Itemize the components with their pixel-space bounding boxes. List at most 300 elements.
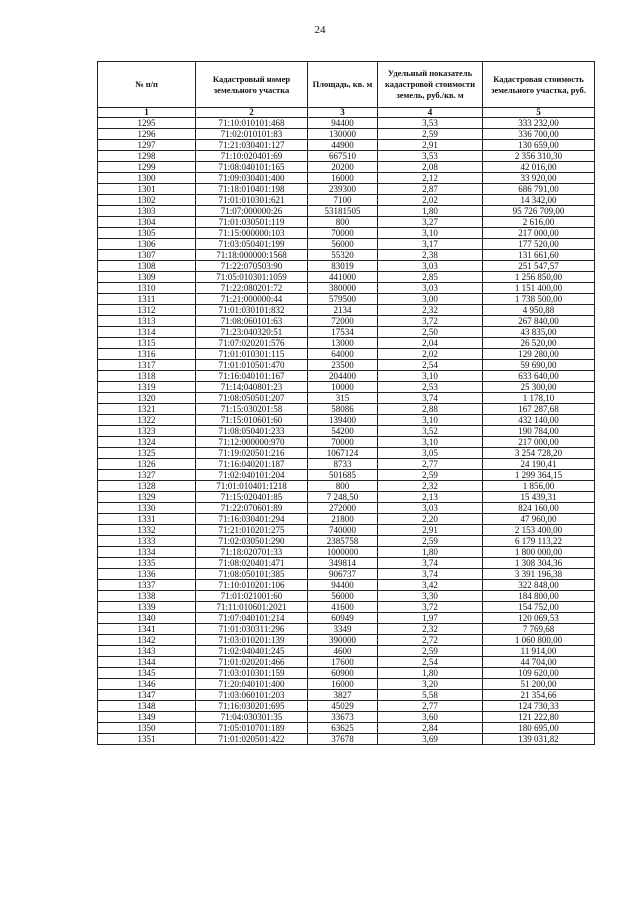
area-cell: 441000 xyxy=(308,272,378,283)
specific-value-cell: 2,53 xyxy=(378,382,483,393)
area-cell: 94400 xyxy=(308,580,378,591)
row-index-cell: 1307 xyxy=(98,250,196,261)
table-row xyxy=(98,646,595,657)
table-row xyxy=(98,437,595,448)
cadastral-number-cell: 71:18:000000:1568 xyxy=(196,250,308,261)
cadastral-value-cell: 129 280,00 xyxy=(483,349,595,360)
specific-value-cell: 2,59 xyxy=(378,470,483,481)
cadastral-number-cell: 71:01:021001:60 xyxy=(196,591,308,602)
cadastral-value-cell: 180 695,00 xyxy=(483,723,595,734)
row-index-cell: 1333 xyxy=(98,536,196,547)
specific-value-cell: 2,77 xyxy=(378,701,483,712)
table-row xyxy=(98,635,595,646)
cadastral-number-cell: 71:16:040201:187 xyxy=(196,459,308,470)
table-row xyxy=(98,481,595,492)
area-cell: 4600 xyxy=(308,646,378,657)
area-cell: 906737 xyxy=(308,569,378,580)
cadastral-number-cell: 71:07:000000:26 xyxy=(196,206,308,217)
area-cell: 13000 xyxy=(308,338,378,349)
cadastral-value-cell: 43 835,00 xyxy=(483,327,595,338)
cadastral-value-cell: 217 000,00 xyxy=(483,228,595,239)
cadastral-value-cell: 217 000,00 xyxy=(483,437,595,448)
cadastral-number-cell: 71:11:010601:2021 xyxy=(196,602,308,613)
row-index-cell: 1330 xyxy=(98,503,196,514)
area-cell: 667510 xyxy=(308,151,378,162)
row-index-cell: 1319 xyxy=(98,382,196,393)
cadastral-value-cell: 824 160,00 xyxy=(483,503,595,514)
cadastral-value-cell: 139 031,82 xyxy=(483,734,595,745)
cadastral-value-cell: 131 661,60 xyxy=(483,250,595,261)
area-cell: 349814 xyxy=(308,558,378,569)
area-cell: 800 xyxy=(308,481,378,492)
cadastral-number-cell: 71:22:080201:72 xyxy=(196,283,308,294)
header-cadastral-value: Кадастровая стоимость земельного участка, руб. xyxy=(483,62,595,108)
row-index-cell: 1324 xyxy=(98,437,196,448)
area-cell: 7100 xyxy=(308,195,378,206)
row-index-cell: 1348 xyxy=(98,701,196,712)
cadastral-number-cell: 71:01:010501:470 xyxy=(196,360,308,371)
table-row xyxy=(98,327,595,338)
specific-value-cell: 3,03 xyxy=(378,503,483,514)
cadastral-number-cell: 71:18:020701:33 xyxy=(196,547,308,558)
specific-value-cell: 3,69 xyxy=(378,734,483,745)
cadastral-number-cell: 71:08:050101:385 xyxy=(196,569,308,580)
table-row xyxy=(98,283,595,294)
cadastral-value-cell: 322 848,00 xyxy=(483,580,595,591)
area-cell: 63625 xyxy=(308,723,378,734)
cadastral-number-cell: 71:08:050401:233 xyxy=(196,426,308,437)
table-row xyxy=(98,690,595,701)
header-area: Площадь, кв. м xyxy=(308,62,378,108)
cadastral-value-cell: 190 784,00 xyxy=(483,426,595,437)
specific-value-cell: 3,30 xyxy=(378,591,483,602)
area-cell: 1067124 xyxy=(308,448,378,459)
cadastral-value-cell: 432 140,00 xyxy=(483,415,595,426)
table-row xyxy=(98,459,595,470)
table-row xyxy=(98,536,595,547)
specific-value-cell: 3,52 xyxy=(378,426,483,437)
table-row xyxy=(98,162,595,173)
area-cell: 33673 xyxy=(308,712,378,723)
specific-value-cell: 2,02 xyxy=(378,349,483,360)
cadastral-number-cell: 71:02:040101:204 xyxy=(196,470,308,481)
specific-value-cell: 3,42 xyxy=(378,580,483,591)
area-cell: 58086 xyxy=(308,404,378,415)
row-index-cell: 1339 xyxy=(98,602,196,613)
row-index-cell: 1342 xyxy=(98,635,196,646)
specific-value-cell: 3,10 xyxy=(378,371,483,382)
column-number: 2 xyxy=(196,108,308,118)
cadastral-number-cell: 71:14:040801:23 xyxy=(196,382,308,393)
area-cell: 139400 xyxy=(308,415,378,426)
cadastral-number-cell: 71:10:010101:468 xyxy=(196,118,308,129)
cadastral-value-cell: 15 439,31 xyxy=(483,492,595,503)
cadastral-value-cell: 3 254 728,20 xyxy=(483,448,595,459)
table-row xyxy=(98,184,595,195)
cadastral-number-cell: 71:21:000000:44 xyxy=(196,294,308,305)
cadastral-number-cell: 71:02:010101:83 xyxy=(196,129,308,140)
specific-value-cell: 2,85 xyxy=(378,272,483,283)
row-index-cell: 1302 xyxy=(98,195,196,206)
area-cell: 3349 xyxy=(308,624,378,635)
cadastral-number-cell: 71:05:010701:189 xyxy=(196,723,308,734)
row-index-cell: 1304 xyxy=(98,217,196,228)
table-row xyxy=(98,426,595,437)
row-index-cell: 1314 xyxy=(98,327,196,338)
row-index-cell: 1320 xyxy=(98,393,196,404)
table-row xyxy=(98,701,595,712)
row-index-cell: 1331 xyxy=(98,514,196,525)
specific-value-cell: 5,58 xyxy=(378,690,483,701)
table-row xyxy=(98,492,595,503)
cadastral-number-cell: 71:02:040401:245 xyxy=(196,646,308,657)
table-row xyxy=(98,624,595,635)
specific-value-cell: 2,32 xyxy=(378,305,483,316)
cadastral-number-cell: 71:03:050401:199 xyxy=(196,239,308,250)
specific-value-cell: 2,20 xyxy=(378,514,483,525)
cadastral-number-cell: 71:09:030401:400 xyxy=(196,173,308,184)
cadastral-number-cell: 71:08:020401:471 xyxy=(196,558,308,569)
table-row xyxy=(98,602,595,613)
cadastral-number-cell: 71:16:030401:294 xyxy=(196,514,308,525)
specific-value-cell: 2,50 xyxy=(378,327,483,338)
row-index-cell: 1300 xyxy=(98,173,196,184)
specific-value-cell: 3,53 xyxy=(378,118,483,129)
row-index-cell: 1295 xyxy=(98,118,196,129)
table-row xyxy=(98,338,595,349)
specific-value-cell: 2,12 xyxy=(378,173,483,184)
cadastral-number-cell: 71:01:030101:832 xyxy=(196,305,308,316)
cadastral-value-cell: 109 620,00 xyxy=(483,668,595,679)
cadastral-value-cell: 26 520,00 xyxy=(483,338,595,349)
row-index-cell: 1349 xyxy=(98,712,196,723)
table-body xyxy=(98,118,595,745)
specific-value-cell: 3,10 xyxy=(378,415,483,426)
table-row xyxy=(98,217,595,228)
row-index-cell: 1338 xyxy=(98,591,196,602)
cadastral-value-cell: 633 640,00 xyxy=(483,371,595,382)
cadastral-number-cell: 71:18:010401:198 xyxy=(196,184,308,195)
cadastral-value-cell: 42 016,00 xyxy=(483,162,595,173)
table-row xyxy=(98,239,595,250)
cadastral-value-cell: 251 547,57 xyxy=(483,261,595,272)
row-index-cell: 1336 xyxy=(98,569,196,580)
table-row xyxy=(98,272,595,283)
cadastral-value-cell: 7 769,68 xyxy=(483,624,595,635)
column-number: 1 xyxy=(98,108,196,118)
table-row xyxy=(98,118,595,129)
area-cell: 130000 xyxy=(308,129,378,140)
table-row xyxy=(98,173,595,184)
cadastral-value-cell: 121 222,80 xyxy=(483,712,595,723)
cadastral-number-cell: 71:02:030501:290 xyxy=(196,536,308,547)
table-row xyxy=(98,569,595,580)
area-cell: 44900 xyxy=(308,140,378,151)
row-index-cell: 1323 xyxy=(98,426,196,437)
cadastral-value-cell: 124 730,33 xyxy=(483,701,595,712)
cadastral-number-cell: 71:19:020501:216 xyxy=(196,448,308,459)
area-cell: 41600 xyxy=(308,602,378,613)
page-number: 24 xyxy=(314,24,326,36)
cadastral-value-cell: 167 287,68 xyxy=(483,404,595,415)
cadastral-number-cell: 71:22:070601:89 xyxy=(196,503,308,514)
area-cell: 239300 xyxy=(308,184,378,195)
table-row xyxy=(98,415,595,426)
row-index-cell: 1341 xyxy=(98,624,196,635)
cadastral-value-cell: 51 200,00 xyxy=(483,679,595,690)
row-index-cell: 1343 xyxy=(98,646,196,657)
cadastral-number-cell: 71:07:040101:214 xyxy=(196,613,308,624)
specific-value-cell: 2,84 xyxy=(378,723,483,734)
specific-value-cell: 3,53 xyxy=(378,151,483,162)
table-row xyxy=(98,448,595,459)
area-cell: 45029 xyxy=(308,701,378,712)
cadastral-number-cell: 71:01:010301:115 xyxy=(196,349,308,360)
row-index-cell: 1321 xyxy=(98,404,196,415)
cadastral-value-cell: 686 791,00 xyxy=(483,184,595,195)
area-cell: 53181505 xyxy=(308,206,378,217)
row-index-cell: 1328 xyxy=(98,481,196,492)
specific-value-cell: 3,74 xyxy=(378,558,483,569)
table-row xyxy=(98,382,595,393)
specific-value-cell: 2,88 xyxy=(378,404,483,415)
row-index-cell: 1317 xyxy=(98,360,196,371)
area-cell: 64000 xyxy=(308,349,378,360)
area-cell: 70000 xyxy=(308,228,378,239)
row-index-cell: 1301 xyxy=(98,184,196,195)
area-cell: 16000 xyxy=(308,679,378,690)
table-row xyxy=(98,151,595,162)
specific-value-cell: 1,80 xyxy=(378,206,483,217)
table-row xyxy=(98,294,595,305)
specific-value-cell: 3,10 xyxy=(378,228,483,239)
area-cell: 54200 xyxy=(308,426,378,437)
cadastral-value-cell: 6 179 113,22 xyxy=(483,536,595,547)
table-row xyxy=(98,470,595,481)
table-row xyxy=(98,679,595,690)
specific-value-cell: 2,04 xyxy=(378,338,483,349)
area-cell: 70000 xyxy=(308,437,378,448)
area-cell: 3827 xyxy=(308,690,378,701)
area-cell: 272000 xyxy=(308,503,378,514)
table-row xyxy=(98,393,595,404)
specific-value-cell: 2,59 xyxy=(378,536,483,547)
table-row xyxy=(98,558,595,569)
row-index-cell: 1312 xyxy=(98,305,196,316)
cadastral-number-cell: 71:15:020401:85 xyxy=(196,492,308,503)
table-row xyxy=(98,723,595,734)
row-index-cell: 1334 xyxy=(98,547,196,558)
row-index-cell: 1345 xyxy=(98,668,196,679)
specific-value-cell: 3,10 xyxy=(378,437,483,448)
row-index-cell: 1322 xyxy=(98,415,196,426)
row-index-cell: 1303 xyxy=(98,206,196,217)
row-index-cell: 1347 xyxy=(98,690,196,701)
cadastral-value-cell: 24 190,41 xyxy=(483,459,595,470)
specific-value-cell: 3,17 xyxy=(378,239,483,250)
cadastral-value-cell: 1 256 850,00 xyxy=(483,272,595,283)
cadastral-value-cell: 21 354,66 xyxy=(483,690,595,701)
cadastral-number-cell: 71:16:030201:695 xyxy=(196,701,308,712)
table-row xyxy=(98,514,595,525)
column-number: 4 xyxy=(378,108,483,118)
row-index-cell: 1340 xyxy=(98,613,196,624)
table-row xyxy=(98,734,595,745)
specific-value-cell: 1,80 xyxy=(378,668,483,679)
cadastral-value-cell: 267 840,00 xyxy=(483,316,595,327)
area-cell: 72000 xyxy=(308,316,378,327)
area-cell: 7 248,50 xyxy=(308,492,378,503)
specific-value-cell: 2,54 xyxy=(378,657,483,668)
table-row xyxy=(98,547,595,558)
column-number: 3 xyxy=(308,108,378,118)
cadastral-value-cell: 3 391 196,38 xyxy=(483,569,595,580)
area-cell: 20200 xyxy=(308,162,378,173)
cadastral-number-cell: 71:03:060101:203 xyxy=(196,690,308,701)
cadastral-value-cell: 2 616,00 xyxy=(483,217,595,228)
cadastral-number-cell: 71:21:030401:127 xyxy=(196,140,308,151)
cadastral-value-cell: 59 690,00 xyxy=(483,360,595,371)
cadastral-number-cell: 71:08:050501:207 xyxy=(196,393,308,404)
row-index-cell: 1299 xyxy=(98,162,196,173)
row-index-cell: 1350 xyxy=(98,723,196,734)
table-row xyxy=(98,525,595,536)
cadastral-value-cell: 95 726 709,00 xyxy=(483,206,595,217)
cadastral-value-cell: 1 178,10 xyxy=(483,393,595,404)
row-index-cell: 1329 xyxy=(98,492,196,503)
cadastral-value-cell: 1 060 800,00 xyxy=(483,635,595,646)
area-cell: 37678 xyxy=(308,734,378,745)
specific-value-cell: 3,27 xyxy=(378,217,483,228)
specific-value-cell: 1,97 xyxy=(378,613,483,624)
row-index-cell: 1337 xyxy=(98,580,196,591)
area-cell: 579500 xyxy=(308,294,378,305)
cadastral-value-cell: 1 299 364,15 xyxy=(483,470,595,481)
area-cell: 8733 xyxy=(308,459,378,470)
row-index-cell: 1327 xyxy=(98,470,196,481)
area-cell: 2134 xyxy=(308,305,378,316)
cadastral-value-cell: 1 800 000,00 xyxy=(483,547,595,558)
cadastral-number-cell: 71:01:030501:119 xyxy=(196,217,308,228)
row-index-cell: 1346 xyxy=(98,679,196,690)
cadastral-number-cell: 71:10:020401:69 xyxy=(196,151,308,162)
cadastral-value-cell: 333 232,00 xyxy=(483,118,595,129)
specific-value-cell: 2,54 xyxy=(378,360,483,371)
area-cell: 17534 xyxy=(308,327,378,338)
specific-value-cell: 2,72 xyxy=(378,635,483,646)
cadastral-value-cell: 130 659,00 xyxy=(483,140,595,151)
specific-value-cell: 2,08 xyxy=(378,162,483,173)
cadastral-number-cell: 71:15:010601:60 xyxy=(196,415,308,426)
cadastral-number-cell: 71:03:010201:139 xyxy=(196,635,308,646)
cadastral-value-table xyxy=(97,61,595,745)
row-index-cell: 1308 xyxy=(98,261,196,272)
table-row xyxy=(98,195,595,206)
cadastral-number-cell: 71:15:030201:58 xyxy=(196,404,308,415)
cadastral-value-cell: 1 738 500,00 xyxy=(483,294,595,305)
area-cell: 740000 xyxy=(308,525,378,536)
column-number-row xyxy=(98,108,595,118)
specific-value-cell: 2,59 xyxy=(378,129,483,140)
specific-value-cell: 2,59 xyxy=(378,646,483,657)
row-index-cell: 1298 xyxy=(98,151,196,162)
area-cell: 21800 xyxy=(308,514,378,525)
specific-value-cell: 3,03 xyxy=(378,261,483,272)
table-row xyxy=(98,712,595,723)
area-cell: 17600 xyxy=(308,657,378,668)
area-cell: 1000000 xyxy=(308,547,378,558)
specific-value-cell: 2,91 xyxy=(378,525,483,536)
specific-value-cell: 2,77 xyxy=(378,459,483,470)
cadastral-value-cell: 336 700,00 xyxy=(483,129,595,140)
area-cell: 60900 xyxy=(308,668,378,679)
cadastral-number-cell: 71:07:020201:576 xyxy=(196,338,308,349)
row-index-cell: 1296 xyxy=(98,129,196,140)
specific-value-cell: 3,20 xyxy=(378,679,483,690)
specific-value-cell: 2,02 xyxy=(378,195,483,206)
cadastral-number-cell: 71:01:010301:621 xyxy=(196,195,308,206)
table-row xyxy=(98,580,595,591)
row-index-cell: 1306 xyxy=(98,239,196,250)
cadastral-value-cell: 2 356 310,30 xyxy=(483,151,595,162)
area-cell: 501685 xyxy=(308,470,378,481)
specific-value-cell: 3,72 xyxy=(378,602,483,613)
table-row xyxy=(98,140,595,151)
cadastral-value-cell: 154 752,00 xyxy=(483,602,595,613)
table-row xyxy=(98,261,595,272)
area-cell: 94400 xyxy=(308,118,378,129)
table-row xyxy=(98,360,595,371)
cadastral-value-cell: 184 800,00 xyxy=(483,591,595,602)
table-row xyxy=(98,228,595,239)
cadastral-value-cell: 1 856,00 xyxy=(483,481,595,492)
cadastral-value-cell: 47 960,00 xyxy=(483,514,595,525)
table-row xyxy=(98,404,595,415)
table-row xyxy=(98,613,595,624)
area-cell: 800 xyxy=(308,217,378,228)
specific-value-cell: 2,91 xyxy=(378,140,483,151)
header-cadastral-number: Кадастровый номер земельного участка xyxy=(196,62,308,108)
specific-value-cell: 2,87 xyxy=(378,184,483,195)
row-index-cell: 1325 xyxy=(98,448,196,459)
cadastral-number-cell: 71:01:010401:1218 xyxy=(196,481,308,492)
specific-value-cell: 3,72 xyxy=(378,316,483,327)
row-index-cell: 1309 xyxy=(98,272,196,283)
cadastral-value-cell: 177 520,00 xyxy=(483,239,595,250)
area-cell: 10000 xyxy=(308,382,378,393)
cadastral-number-cell: 71:21:010201:275 xyxy=(196,525,308,536)
specific-value-cell: 2,32 xyxy=(378,481,483,492)
cadastral-value-cell: 33 920,00 xyxy=(483,173,595,184)
row-index-cell: 1351 xyxy=(98,734,196,745)
table-row xyxy=(98,657,595,668)
area-cell: 23500 xyxy=(308,360,378,371)
table-row xyxy=(98,591,595,602)
table-row xyxy=(98,668,595,679)
cadastral-number-cell: 71:23:040320:51 xyxy=(196,327,308,338)
specific-value-cell: 3,00 xyxy=(378,294,483,305)
header-specific-value: Удельный показатель кадастровой стоимости земель, руб./кв. м xyxy=(378,62,483,108)
row-index-cell: 1315 xyxy=(98,338,196,349)
cadastral-number-cell: 71:01:030311:296 xyxy=(196,624,308,635)
cadastral-number-cell: 71:01:020501:422 xyxy=(196,734,308,745)
cadastral-number-cell: 71:04:030301:35 xyxy=(196,712,308,723)
cadastral-value-cell: 11 914,00 xyxy=(483,646,595,657)
row-index-cell: 1305 xyxy=(98,228,196,239)
cadastral-number-cell: 71:12:000000:970 xyxy=(196,437,308,448)
area-cell: 56000 xyxy=(308,591,378,602)
table-row xyxy=(98,305,595,316)
